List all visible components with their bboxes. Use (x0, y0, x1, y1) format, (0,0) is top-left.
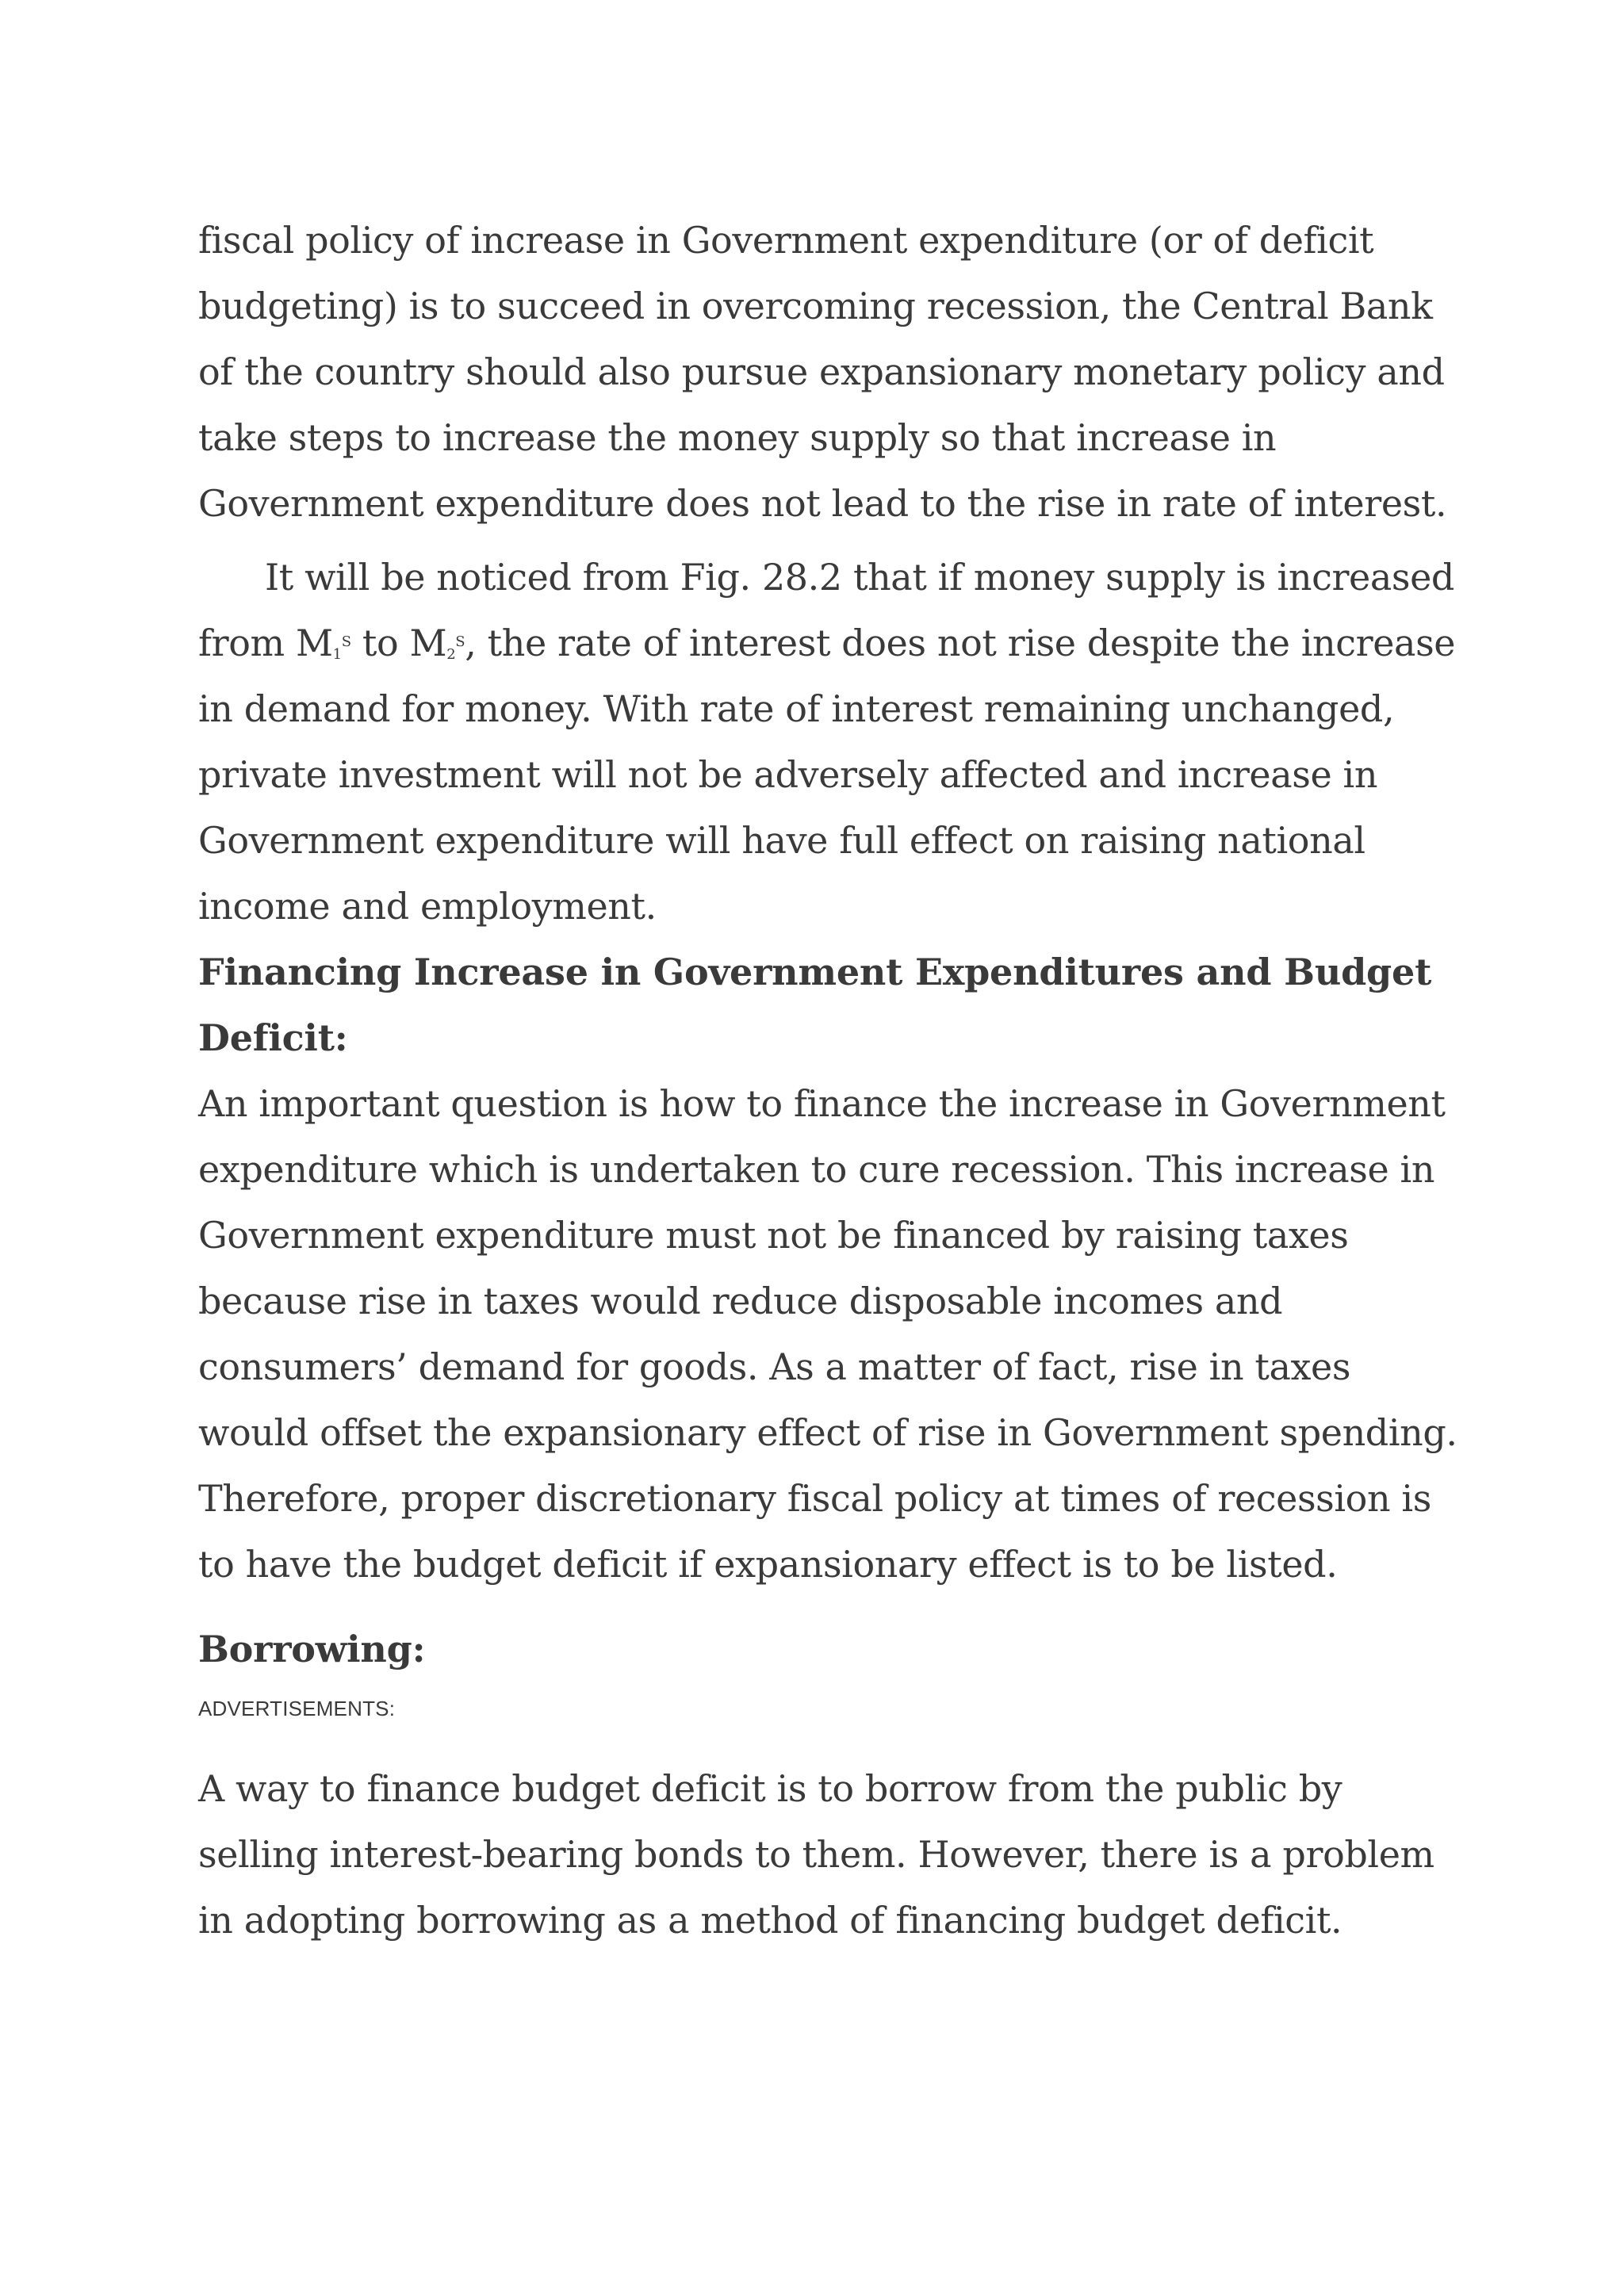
section-heading-financing: Financing Increase in Government Expenditures and Budget Deficit: (198, 951, 1432, 1059)
advertisements-label: ADVERTISEMENTS: (198, 1697, 396, 1720)
paragraph-recession-policy: fiscal policy of increase in Government expenditure (or of deficit budgeting) is to succeed in overcoming recession, the Central Bank of the country should also pursue expansionary monetary policy and take steps to increase the money supply so that increase in Government expenditure does not lead to the rise in rate of interest. (198, 219, 1447, 525)
superscript-s-2: S (455, 633, 465, 650)
superscript-s-1: S (341, 633, 351, 650)
money-supply-text-start: It will be noticed from Fig. 28.2 that if money supply is increased from M (198, 556, 1454, 664)
money-supply-text-mid: to M (350, 622, 447, 664)
article-body (198, 208, 1467, 1954)
paragraph-borrowing: A way to finance budget deficit is to borrow from the public by selling interest-bearing bonds to them. However, there is a problem in adopting borrowing as a method of financing budget deficit. (198, 1767, 1434, 1942)
section-heading-borrowing: Borrowing: (198, 1628, 426, 1670)
paragraph-money-supply (198, 545, 1467, 939)
subscript-1: 1 (332, 646, 342, 663)
subscript-2: 2 (446, 646, 456, 663)
paragraph-financing: An important question is how to finance the increase in Government expenditure which is undertaken to cure recession. This increase in Government expenditure must not be financed by raising taxes because rise in taxes would reduce disposable incomes and consumers’ demand for goods. As a matter of fact, rise in taxes would offset the expansionary effect of rise in Government spending. Therefore, proper discretionary fiscal policy at times of recession is to have the budget deficit if expansionary effect is to be listed. (198, 1082, 1457, 1586)
money-supply-text-end: , the rate of interest does not rise despite the increase in demand for money. With rate of interest remaining unchanged, private investment will not be adversely affected and increase in Government expenditure will have full effect on raising national income and employment. (198, 622, 1456, 928)
